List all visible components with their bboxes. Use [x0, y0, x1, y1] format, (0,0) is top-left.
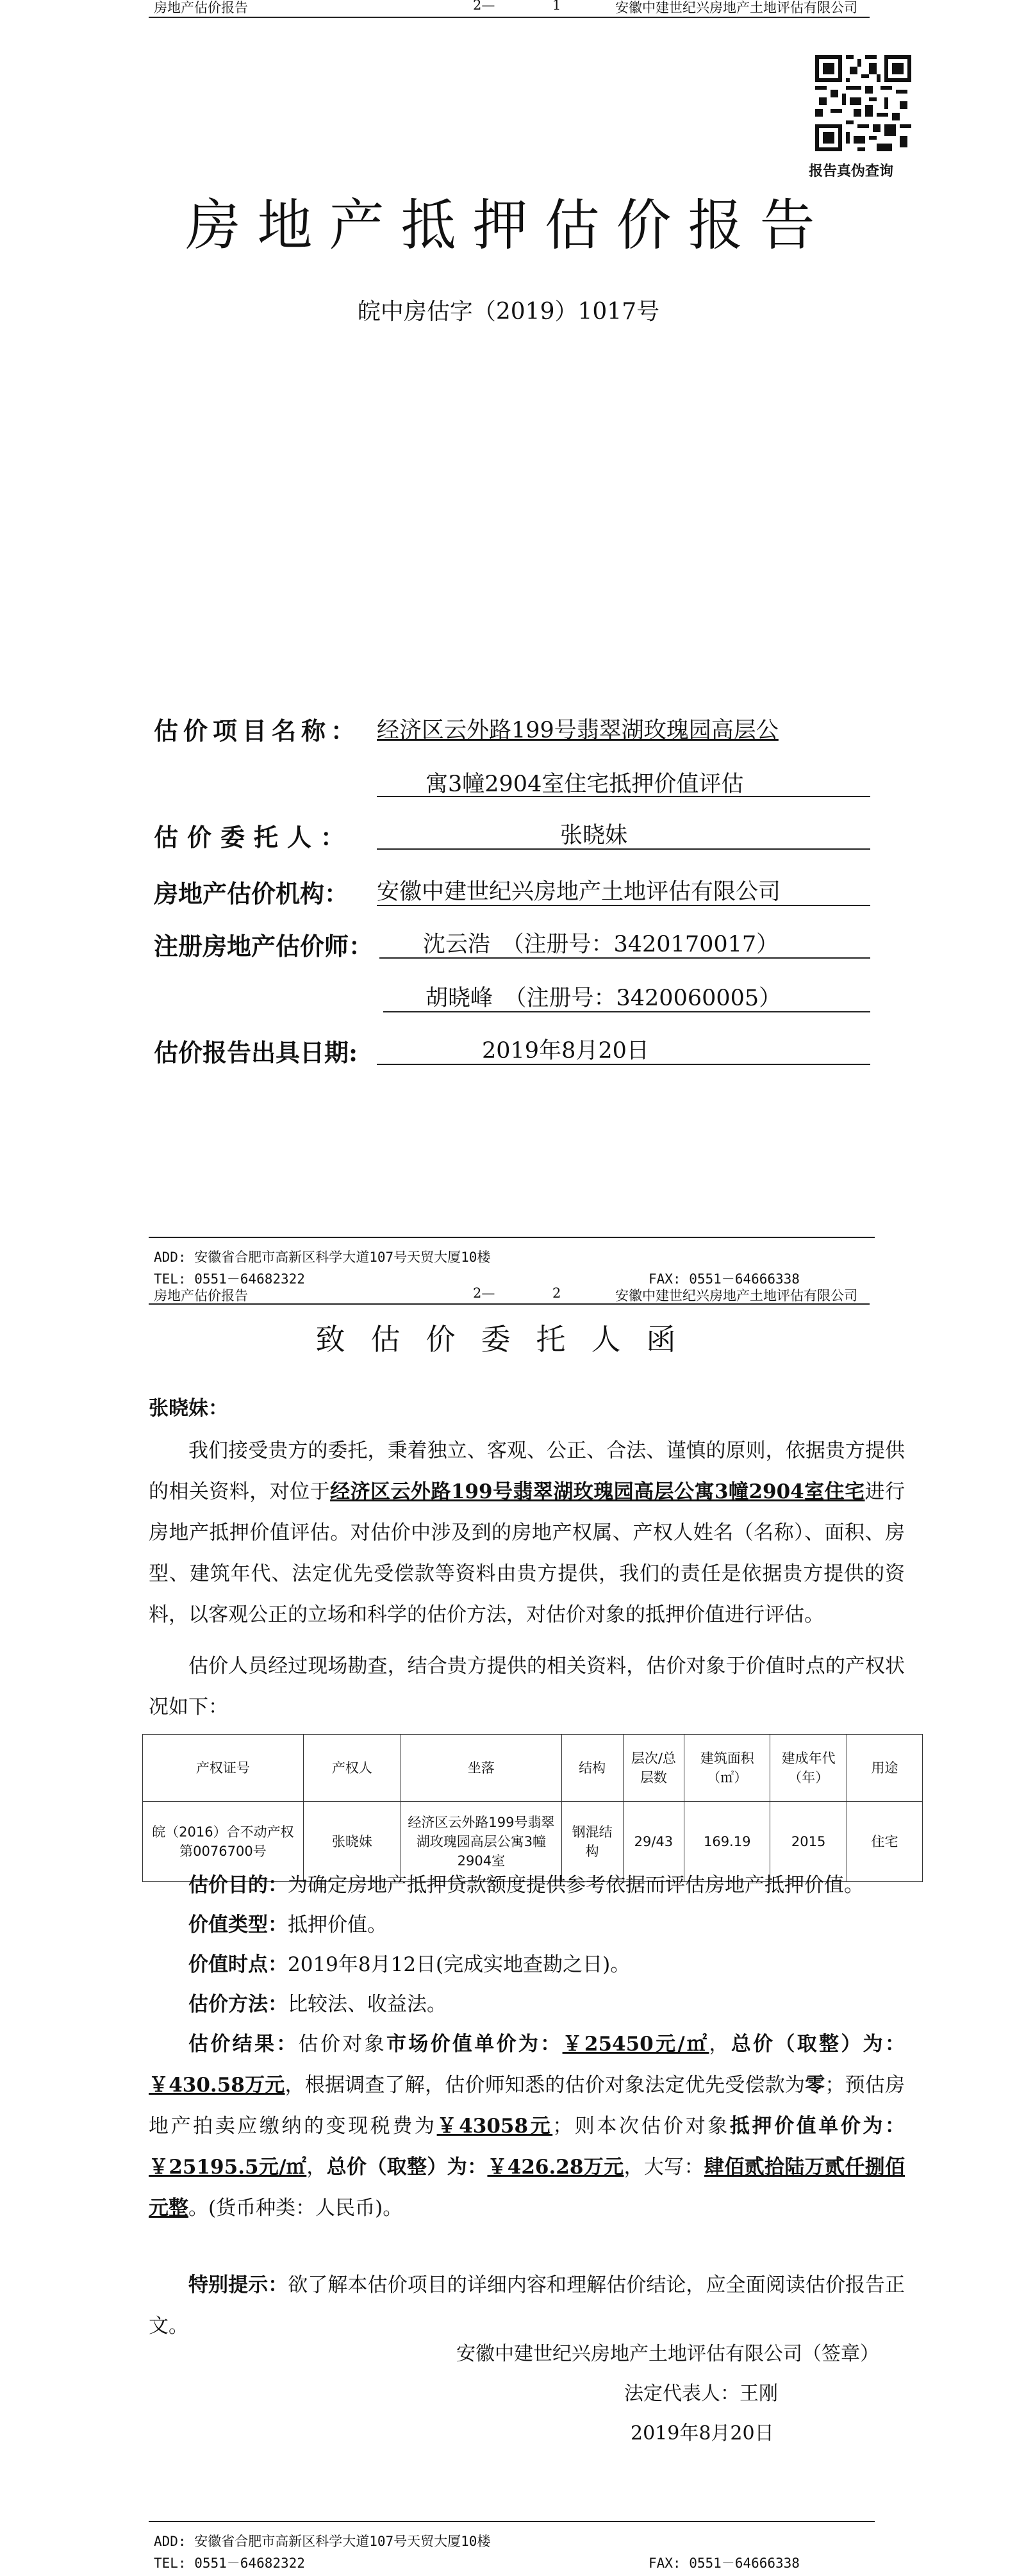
letter-paragraph-2: 估价人员经过现场勘查，结合贵方提供的相关资料，估价对象于价值时点的产权状况如下： [149, 1655, 905, 1719]
table-cell: 169.19 [684, 1802, 770, 1882]
qr-caption: 报告真伪查询 [809, 163, 894, 179]
property-address: 经济区云外路199号翡翠湖玫瑰园高层公寓3幢2904室住宅 [330, 1480, 865, 1503]
table-header-row [143, 1735, 923, 1802]
table-cell: 2015 [770, 1802, 847, 1882]
footer-fax: FAX: 0551－64666338 [649, 1271, 800, 1287]
value-type-line: 价值类型：抵押价值。 [188, 1913, 387, 1936]
footer-rule [149, 1237, 875, 1238]
header-rule [149, 17, 870, 18]
table-header: 建成年代（年） [770, 1735, 847, 1802]
underline [377, 848, 870, 850]
table-header: 产权证号 [143, 1735, 304, 1802]
salutation: 张晓妹： [149, 1397, 228, 1420]
table-cell: 经济区云外路199号翡翠湖玫瑰园高层公寓3幢2904室 [401, 1802, 561, 1882]
table-header: 产权人 [303, 1735, 401, 1802]
underline [379, 957, 870, 959]
client-value: 张晓妹 [560, 823, 628, 848]
footer-address: ADD: 安徽省合肥市高新区科学大道107号天贸大厦10楼 [154, 2534, 491, 2549]
letter-paragraph-1: 我们接受贵方的委托，秉着独立、客观、公正、合法、谨慎的原则，依据贵方提供的相关资料，对位于经济区云外路199号翡翠湖玫瑰园高层公寓3幢2904室住宅进行房地产抵押价值评估。对估价中涉及到的房地产权属、产权人姓名（名称）、面积、房型、建筑年代、法定优先受偿款等资料由贵方提供，我们的责任是依据贵方提供的资料，以客观公正的立场和科学的估价方法，对估价对象的抵押价值进行评估。 [149, 1439, 905, 1626]
mortgage-total-price: ￥426.28万元 [487, 2156, 624, 2179]
issue-date-value: 2019年8月20日 [482, 1038, 649, 1064]
appraiser-1: 沈云浩 （注册号：3420170017） [423, 932, 779, 957]
mortgage-unit-price: ￥25195.5元/㎡ [149, 2156, 307, 2179]
realization-tax: ￥43058元 [436, 2115, 553, 2138]
appraiser-2: 胡晓峰 （注册号：3420060005） [426, 986, 782, 1011]
property-table [142, 1734, 923, 1882]
market-total-price: ￥430.58万元 [149, 2074, 285, 2097]
page-header-left: 房地产估价报告 [154, 1288, 248, 1303]
project-name-value: 经济区云外路199号翡翠湖玫瑰园高层公 [377, 718, 779, 743]
footer-tel: TEL: 0551－64682322 [154, 1271, 305, 1287]
signature-representative: 法定代表人：王刚 [624, 2382, 778, 2405]
footer-tel: TEL: 0551－64682322 [154, 2555, 305, 2571]
agency-label: 房地产估价机构： [154, 879, 349, 908]
page-number-prefix: 2— [473, 1285, 495, 1301]
underline [383, 1011, 870, 1012]
special-note: 特别提示：欲了解本估价项目的详细内容和理解估价结论，应全面阅读估价报告正文。 [149, 2274, 905, 2338]
qr-code-icon[interactable] [815, 55, 911, 151]
purpose-line: 估价目的：为确定房地产抵押贷款额度提供参考依据而评估房地产抵押价值。 [188, 1874, 864, 1897]
report-number: 皖中房估字（2019）1017号 [357, 299, 660, 325]
header-rule [149, 1303, 870, 1305]
underline [377, 905, 870, 906]
signature-company: 安徽中建世纪兴房地产土地评估有限公司（签章） [456, 2343, 879, 2365]
issue-date-label: 估价报告出具日期: [154, 1038, 358, 1067]
footer-address: ADD: 安徽省合肥市高新区科学大道107号天贸大厦10楼 [154, 1250, 491, 1265]
underline [377, 796, 870, 797]
report-title: 房地产抵押估价报告 [185, 194, 832, 258]
market-unit-price: ￥25450元/㎡ [562, 2033, 709, 2056]
table-cell: 钢混结构 [561, 1802, 623, 1882]
client-label: 估价委托人： [154, 823, 354, 852]
signature-date: 2019年8月20日 [631, 2422, 774, 2445]
page-header-left: 房地产估价报告 [154, 0, 248, 15]
amount-in-words: 肆佰贰拾陆万贰仟捌佰元整 [149, 2156, 905, 2220]
project-name-value-2: 寓3幢2904室住宅抵押价值评估 [426, 772, 744, 797]
page-number: 1 [552, 0, 561, 13]
table-header: 层次/总层数 [623, 1735, 684, 1802]
table-header: 结构 [561, 1735, 623, 1802]
result-paragraph: 估价结果：估价对象市场价值单价为：￥25450元/㎡，总价（取整）为：￥430.58万元，根据调查了解，估价师知悉的估价对象法定优先受偿款为零；预估房地产拍卖应缴纳的变现税费为￥43058元；则本次估价对象抵押价值单价为：￥25195.5元/㎡，总价（取整）为：￥426.28万元，大写：肆佰贰拾陆万贰仟捌佰元整。(货币种类：人民币)。 [149, 2033, 905, 2220]
project-name-label: 估价项目名称： [154, 716, 361, 745]
table-cell: 张晓妹 [303, 1802, 401, 1882]
page-number-prefix: 2— [473, 0, 495, 13]
page-number: 2 [552, 1285, 561, 1301]
table-cell: 皖（2016）合不动产权第0076700号 [143, 1802, 304, 1882]
underline [377, 1064, 870, 1065]
agency-value: 安徽中建世纪兴房地产土地评估有限公司 [377, 879, 781, 905]
letter-title: 致估价委托人函 [315, 1322, 702, 1357]
appraiser-label: 注册房地产估价师： [154, 932, 374, 961]
table-header: 坐落 [401, 1735, 561, 1802]
page-header-right: 安徽中建世纪兴房地产土地评估有限公司 [615, 1288, 857, 1303]
table-cell: 29/43 [623, 1802, 684, 1882]
page-header-right: 安徽中建世纪兴房地产土地评估有限公司 [615, 0, 857, 15]
method-line: 估价方法：比较法、收益法。 [188, 1993, 447, 2016]
table-header: 用途 [847, 1735, 923, 1802]
value-time-line: 价值时点：2019年8月12日(完成实地查勘之日)。 [188, 1953, 631, 1976]
table-cell: 住宅 [847, 1802, 923, 1882]
footer-rule [149, 2521, 875, 2522]
footer-fax: FAX: 0551－64666338 [649, 2555, 800, 2571]
table-header: 建筑面积（㎡） [684, 1735, 770, 1802]
